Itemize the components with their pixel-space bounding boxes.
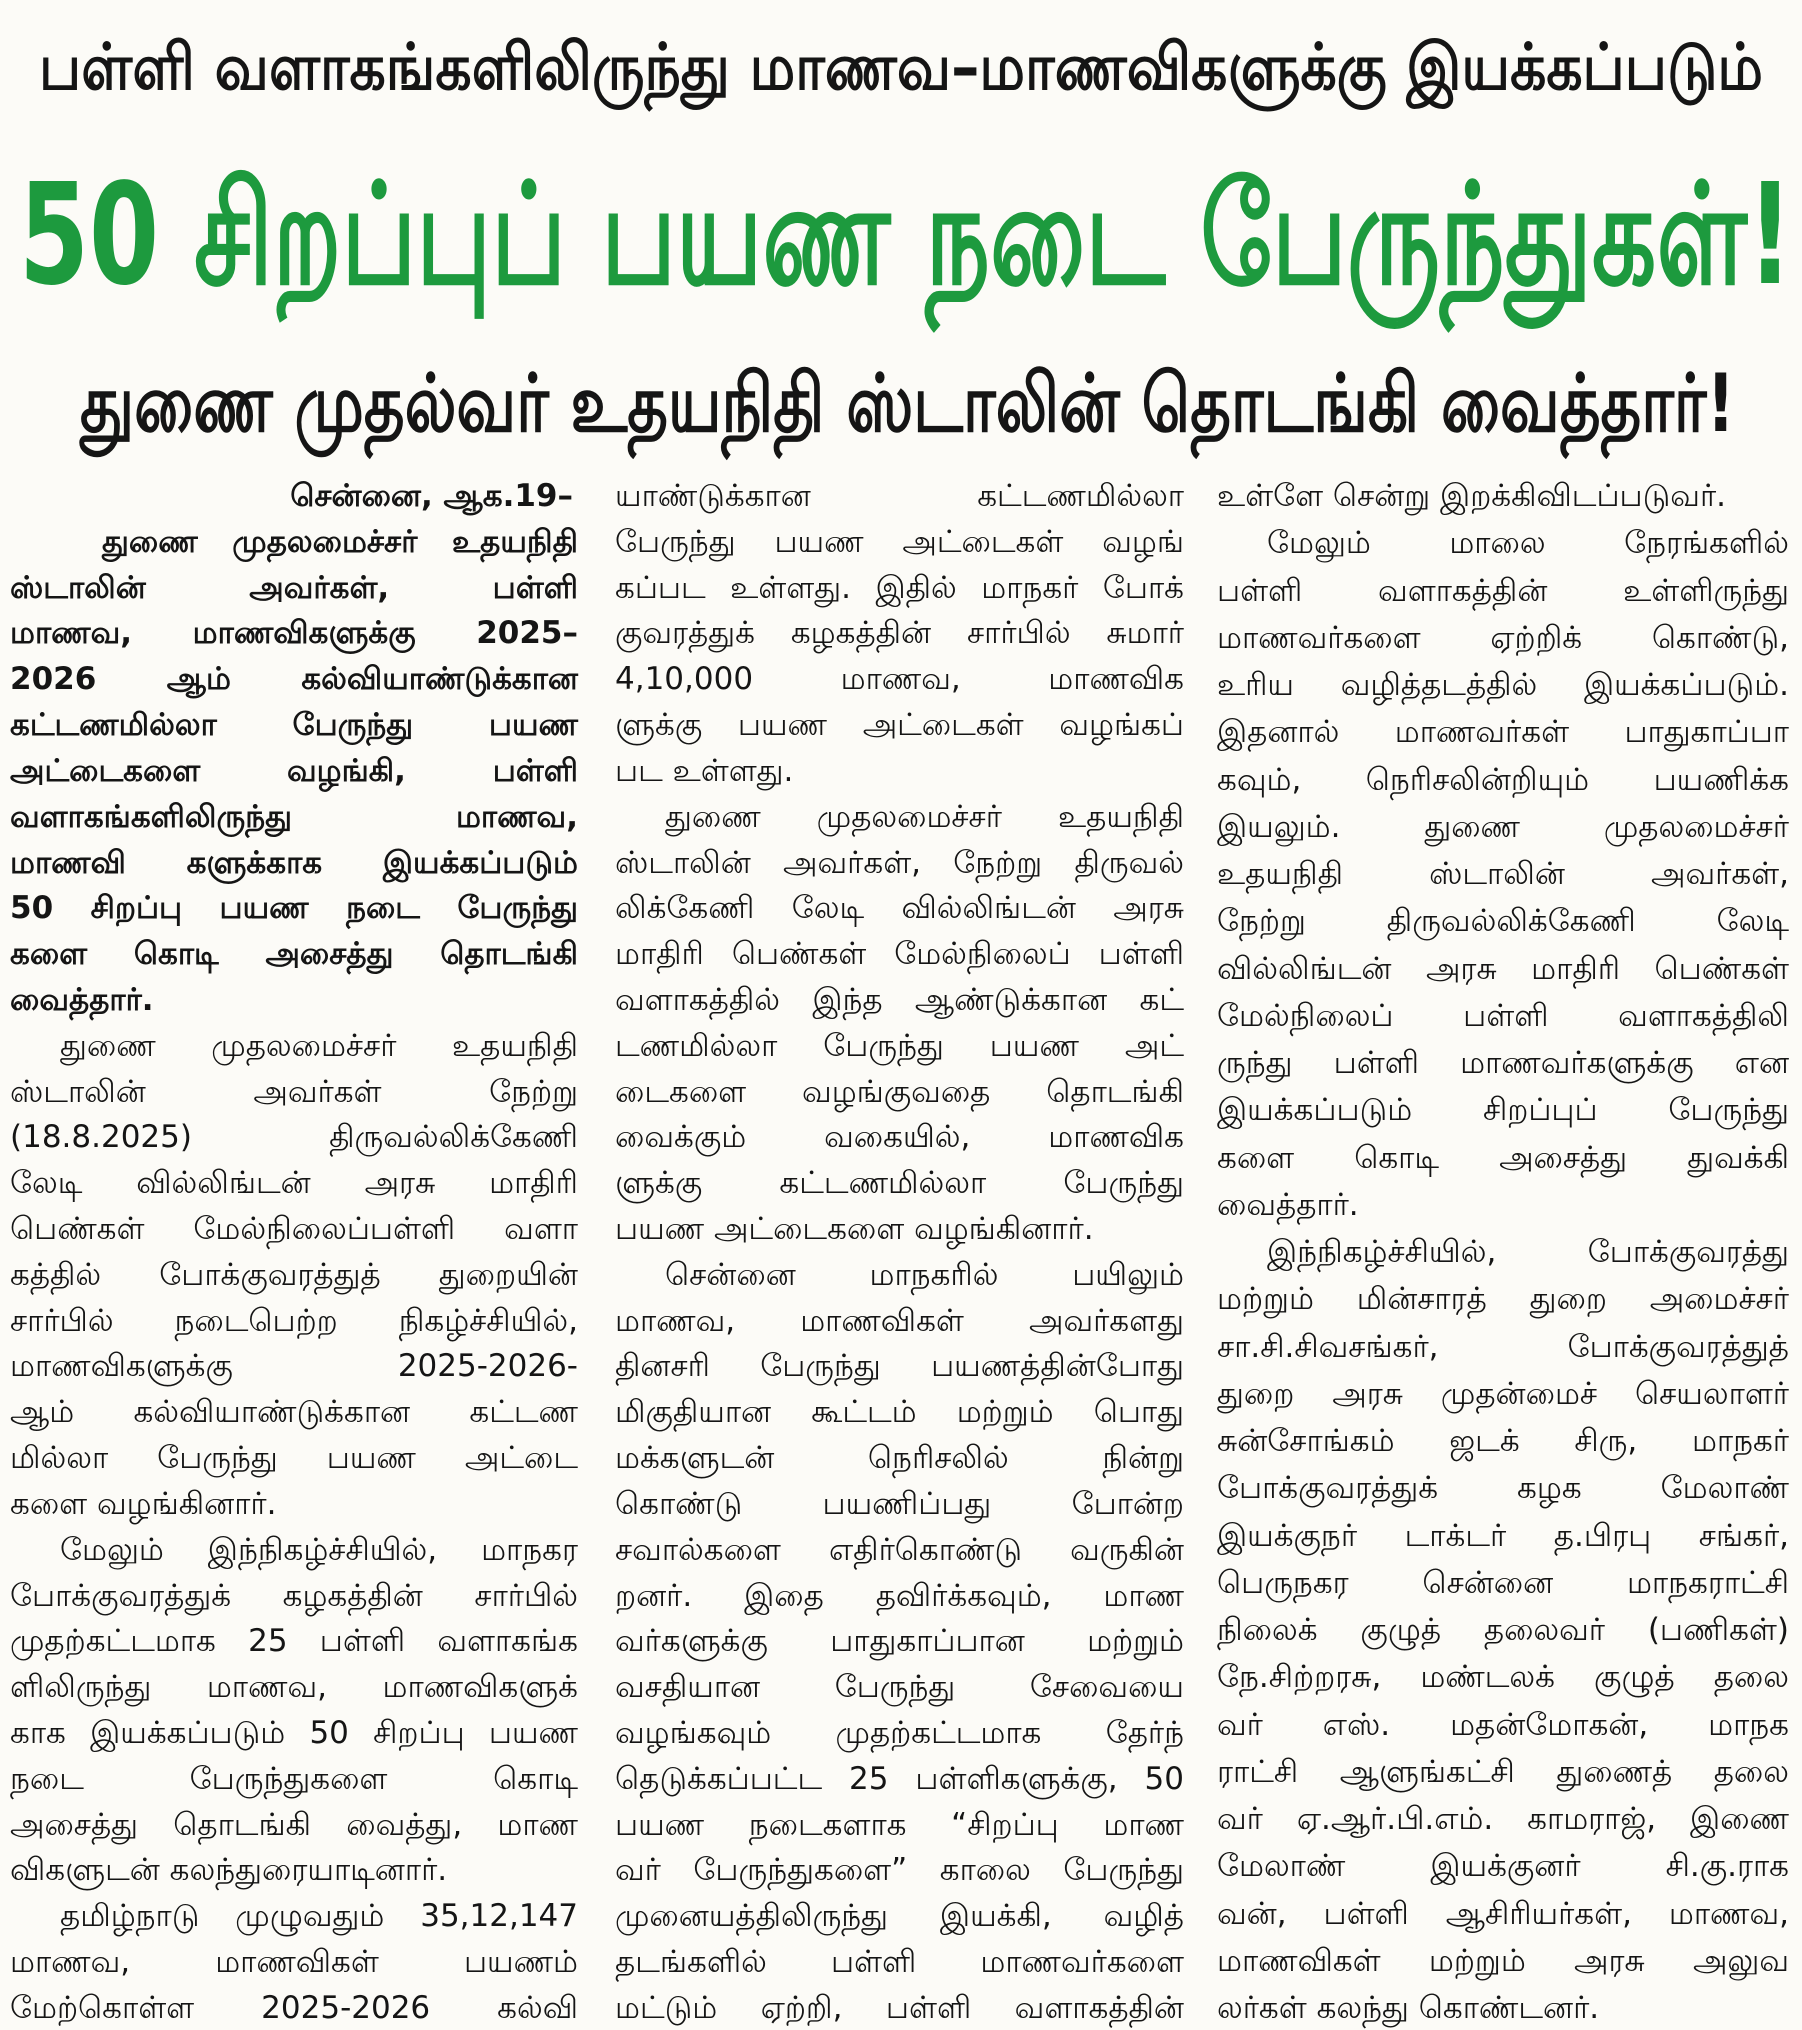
line-text: வைத்தார். xyxy=(1217,1186,1359,1223)
line-text: மில்லா பேருந்து பயண அட்டை xyxy=(10,1440,578,1477)
column-1-line xyxy=(10,1161,579,1205)
column-2-line xyxy=(615,1344,1185,1388)
line-text: இயக்குநர் டாக்டர் த.பிரபு சங்கர், xyxy=(1217,1517,1789,1554)
line-text: இதனால் மாணவர்கள் பாதுகாப்பா xyxy=(1217,714,1789,751)
column-3-line xyxy=(1217,1277,1790,1321)
column-3-line xyxy=(1217,994,1790,1038)
column-3-line xyxy=(1217,1986,1790,2030)
column-2-line xyxy=(615,795,1185,839)
kicker-headline xyxy=(39,18,1763,118)
line-text: வழங்கவும் முதற்கட்டமாக தேர்ந் xyxy=(615,1714,1184,1751)
column-2-line xyxy=(615,611,1185,655)
column-2-line xyxy=(615,566,1185,610)
line-text: ருந்து பள்ளி மாணவர்களுக்கு என xyxy=(1217,1045,1789,1081)
line-text: முனையத்திலிருந்து இயக்கி, வழித் xyxy=(615,1898,1184,1935)
line-text: மாணவிகள் மற்றும் அரசு அலுவ xyxy=(1217,1942,1789,1979)
line-text: கொண்டு பயணிப்பது போன்ற xyxy=(615,1485,1184,1522)
column-2-line xyxy=(615,1528,1185,1572)
line-text: உள்ளே சென்று இறக்கிவிடப்படுவர். xyxy=(1217,478,1727,514)
line-text: போக்குவரத்துக் கழகத்தின் சார்பில் xyxy=(10,1577,578,1614)
column-3-line xyxy=(1217,758,1790,802)
line-text: மாணவ, மாணவிகள் அவர்களது xyxy=(615,1302,1184,1339)
line-text: தமிழ்நாடு முழுவதும் 35,12,147 xyxy=(60,1898,578,1935)
column-1-line xyxy=(10,1757,579,1801)
column-3-line xyxy=(1217,852,1790,896)
column-3-line xyxy=(1217,1561,1790,1605)
column-2-line xyxy=(615,1757,1185,1801)
line-text: மாணவிகளுக்கு 2025-2026- xyxy=(10,1348,578,1385)
line-text: கட்டணமில்லா பேருந்து பயண xyxy=(10,707,578,744)
column-2-line xyxy=(615,1207,1185,1251)
column-2-line xyxy=(615,1986,1185,2030)
dateline xyxy=(10,474,579,518)
line-text: மாணவ, மாணவிகளுக்கு 2025– xyxy=(10,615,578,652)
line-text: போக்குவரத்துக் கழக மேலாண் xyxy=(1217,1470,1789,1507)
line-text: கப்பட உள்ளது. இதில் மாநகர் போக் xyxy=(615,569,1184,606)
line-text: வைத்தார். xyxy=(10,981,154,1018)
line-text: தினசரி பேருந்து பயணத்தின்போது xyxy=(615,1348,1184,1385)
line-text: சென்னை மாநகரில் பயிலும் xyxy=(665,1256,1184,1293)
column-1-line xyxy=(10,1299,579,1343)
column-3-line xyxy=(1217,1797,1790,1841)
article-column-2 xyxy=(615,474,1185,2030)
column-1-line xyxy=(10,1986,579,2030)
line-text: (18.8.2025) திருவல்லிக்கேணி xyxy=(10,1119,578,1156)
column-1-line xyxy=(10,1207,579,1251)
line-text: சுன்சோங்கம் ஜடக் சிரு, மாநகர் xyxy=(1217,1423,1789,1459)
column-2-line xyxy=(615,1253,1185,1297)
column-2-line xyxy=(615,520,1185,564)
line-text: நடை பேருந்துகளை கொடி xyxy=(10,1760,578,1797)
column-1-line xyxy=(10,1940,579,1984)
column-1-line xyxy=(10,1803,579,1847)
line-text: வர் ஏ.ஆர்.பி.எம். காமராஜ், இணை xyxy=(1217,1801,1789,1837)
line-text: பயண அட்டைகளை வழங்கினார். xyxy=(615,1211,1094,1247)
column-2-line xyxy=(615,1665,1185,1709)
line-text: மக்களுடன் நெரிசலில் நின்று xyxy=(615,1440,1184,1477)
line-text: வன், பள்ளி ஆசிரியர்கள், மாணவ, xyxy=(1217,1895,1789,1932)
line-text: இயலும். துணை முதலமைச்சர் xyxy=(1217,808,1789,845)
column-3-line xyxy=(1217,1939,1790,1983)
line-text: அசைத்து தொடங்கி வைத்து, மாண xyxy=(10,1806,578,1843)
column-2-line xyxy=(615,1436,1185,1480)
line-text: சா.சி.சிவசங்கர், போக்குவரத்துத் xyxy=(1217,1328,1789,1365)
column-1-line xyxy=(10,1024,579,1068)
line-text: நே.சிற்றரசு, மண்டலக் குழுத் தலை xyxy=(1217,1659,1789,1696)
line-text: இயக்கப்படும் சிறப்புப் பேருந்து xyxy=(1217,1092,1789,1129)
column-2-line xyxy=(615,1711,1185,1755)
line-text: வர் எஸ். மதன்மோகன், மாநக xyxy=(1217,1706,1789,1743)
column-2-line xyxy=(615,1803,1185,1847)
column-2-line xyxy=(615,1070,1185,1114)
line-text: யாண்டுக்கான கட்டணமில்லா xyxy=(615,478,1184,514)
column-2-line xyxy=(615,978,1185,1022)
column-3-line xyxy=(1217,899,1790,943)
line-text: பட உள்ளது. xyxy=(615,752,794,789)
column-3-line xyxy=(1217,1372,1790,1416)
line-text: 2026 ஆம் கல்வியாண்டுக்கான xyxy=(10,661,578,698)
column-3-line xyxy=(1217,1514,1790,1558)
column-3-line xyxy=(1217,521,1790,565)
line-text: சவால்களை எதிர்கொண்டு வருகின் xyxy=(615,1531,1184,1568)
column-1-line xyxy=(10,1619,579,1663)
line-text: ஸ்டாலின் அவர்கள் நேற்று xyxy=(10,1073,578,1110)
line-text: மாணவி களுக்காக இயக்கப்படும் xyxy=(10,844,578,881)
column-3-line xyxy=(1217,569,1790,613)
line-text: ஆம் கல்வியாண்டுக்கான கட்டண xyxy=(10,1394,578,1431)
column-2-line xyxy=(615,886,1185,930)
column-2-line xyxy=(615,1482,1185,1526)
line-text: சார்பில் நடைபெற்ற நிகழ்ச்சியில், xyxy=(10,1302,578,1339)
column-3-line xyxy=(1217,1892,1790,1936)
line-text: நேற்று திருவல்லிக்கேணி லேடி xyxy=(1217,903,1789,940)
line-text: துணை முதலமைச்சர் உதயநிதி xyxy=(102,523,578,560)
column-1-line xyxy=(10,886,579,930)
column-3-line xyxy=(1217,616,1790,660)
column-1-line xyxy=(10,1894,579,1938)
line-text: ஸ்டாலின் அவர்கள், பள்ளி xyxy=(10,569,578,606)
sub-headline-text: துணை முதல்வர் உதயநிதி ஸ்டாலின் தொடங்கி வைத்தார்! xyxy=(80,357,1735,450)
line-text: வர் பேருந்துகளை” காலை பேருந்து xyxy=(615,1852,1184,1889)
line-text: பெருநகர சென்னை மாநகராட்சி xyxy=(1217,1564,1789,1601)
column-3-line xyxy=(1217,1136,1790,1180)
line-text: மேலும் மாலை நேரங்களில் xyxy=(1267,525,1789,562)
line-text: ளுக்கு பயண அட்டைகள் வழங்கப் xyxy=(615,707,1184,744)
column-2-line xyxy=(615,1390,1185,1434)
line-text: ளுக்கு கட்டணமில்லா பேருந்து xyxy=(615,1165,1184,1202)
column-2-line xyxy=(615,1894,1185,1938)
column-1-line xyxy=(10,611,579,655)
column-1-line xyxy=(10,841,579,885)
line-text: இந்நிகழ்ச்சியில், போக்குவரத்து xyxy=(1267,1234,1789,1270)
line-text: களை கொடி அசைத்து தொடங்கி xyxy=(10,936,578,973)
line-text: மாணவர்களை ஏற்றிக் கொண்டு, xyxy=(1217,619,1789,656)
column-1-line xyxy=(10,932,579,976)
column-3-line xyxy=(1217,805,1790,849)
column-2-line xyxy=(615,1848,1185,1892)
column-1-line xyxy=(10,520,579,564)
main-headline xyxy=(19,148,1793,323)
column-1-line xyxy=(10,1070,579,1114)
article-column-1 xyxy=(10,474,579,2030)
line-text: பள்ளி வளாகத்தின் உள்ளிருந்து xyxy=(1217,572,1789,609)
line-text: முதற்கட்டமாக 25 பள்ளி வளாகங்க xyxy=(10,1623,578,1660)
line-text: லிக்கேணி லேடி வில்லிங்டன் அரசு xyxy=(615,890,1184,927)
line-text: பயண நடைகளாக “சிறப்பு மாண xyxy=(615,1806,1184,1843)
line-text: மிகுதியான கூட்டம் மற்றும் பொது xyxy=(615,1394,1184,1431)
line-text: உதயநிதி ஸ்டாலின் அவர்கள், xyxy=(1217,856,1789,892)
line-text: டைகளை வழங்குவதை தொடங்கி xyxy=(615,1073,1184,1110)
column-2-line xyxy=(615,1940,1185,1984)
column-2-line xyxy=(615,841,1185,885)
line-text: துணை முதலமைச்சர் உதயநிதி xyxy=(665,798,1184,835)
column-3-line xyxy=(1217,474,1790,518)
column-2-line xyxy=(615,703,1185,747)
column-3-line xyxy=(1217,1655,1790,1699)
column-1-line xyxy=(10,1115,579,1159)
line-text: மற்றும் மின்சாரத் துறை அமைச்சர் xyxy=(1217,1281,1789,1318)
line-text: லேடி வில்லிங்டன் அரசு மாதிரி xyxy=(10,1165,578,1202)
column-3-line xyxy=(1217,1466,1790,1510)
line-text: களை கொடி அசைத்து துவக்கி xyxy=(1217,1139,1789,1176)
line-text: லர்கள் கலந்து கொண்டனர். xyxy=(1217,1990,1600,2026)
line-text: வர்களுக்கு பாதுகாப்பான மற்றும் xyxy=(615,1623,1184,1660)
column-3-line xyxy=(1217,1419,1790,1463)
line-text: ஸ்டாலின் அவர்கள், நேற்று திருவல் xyxy=(615,844,1184,881)
column-1-line xyxy=(10,703,579,747)
sub-headline xyxy=(80,356,1735,452)
line-text: கவும், நெரிசலின்றியும் பயணிக்க xyxy=(1217,761,1789,798)
line-text: காக இயக்கப்படும் 50 சிறப்பு பயண xyxy=(10,1714,578,1751)
column-2-line xyxy=(615,1115,1185,1159)
line-text: ளிலிருந்து மாணவ, மாணவிகளுக் xyxy=(10,1669,578,1706)
column-3-line xyxy=(1217,947,1790,991)
column-3-line xyxy=(1217,1230,1790,1274)
column-1-line xyxy=(10,1711,579,1755)
column-1-line xyxy=(10,1344,579,1388)
line-text: விகளுடன் கலந்துரையாடினார். xyxy=(10,1852,448,1889)
line-text: வளாகத்தில் இந்த ஆண்டுக்கான கட் xyxy=(615,981,1184,1018)
column-1-line xyxy=(10,1665,579,1709)
column-1-line xyxy=(10,1848,579,1892)
column-3-line xyxy=(1217,1088,1790,1132)
line-text: உரிய வழித்தடத்தில் இயக்கப்படும். xyxy=(1217,667,1789,703)
line-text: மேலும் இந்நிகழ்ச்சியில், மாநகர xyxy=(60,1531,578,1568)
line-text: கத்தில் போக்குவரத்துத் துறையின் xyxy=(10,1256,578,1293)
column-2-line xyxy=(615,749,1185,793)
article-column-3 xyxy=(1217,474,1790,2030)
dateline-text: சென்னை, ஆக.19– xyxy=(290,478,573,514)
line-text: தெடுக்கப்பட்ட 25 பள்ளிகளுக்கு, 50 xyxy=(615,1760,1184,1797)
column-1-line xyxy=(10,1482,579,1526)
line-text: மாணவ, மாணவிகள் பயணம் xyxy=(10,1944,578,1980)
column-2-line xyxy=(615,1024,1185,1068)
column-3-line xyxy=(1217,1041,1790,1085)
line-text: பேருந்து பயண அட்டைகள் வழங் xyxy=(615,523,1184,560)
column-3-line xyxy=(1217,1183,1790,1227)
column-1-line xyxy=(10,1574,579,1618)
line-text: மாதிரி பெண்கள் மேல்நிலைப் பள்ளி xyxy=(615,936,1184,973)
kicker-headline-text: பள்ளி வளாகங்களிலிருந்து மாணவ–மாணவிகளுக்கு இயக்கப்படும் xyxy=(39,31,1763,105)
line-text: துறை அரசு முதன்மைச் செயலாளர் xyxy=(1217,1375,1789,1412)
line-text: துணை முதலமைச்சர் உதயநிதி xyxy=(60,1027,578,1064)
column-3-line xyxy=(1217,1703,1790,1747)
column-1-line xyxy=(10,1436,579,1480)
line-text: மேலாண் இயக்குனர் சி.கு.ராக xyxy=(1217,1848,1789,1885)
line-text: தடங்களில் பள்ளி மாணவர்களை xyxy=(615,1944,1184,1980)
line-text: பெண்கள் மேல்நிலைப்பள்ளி வளா xyxy=(10,1211,578,1247)
line-text: அட்டைகளை வழங்கி, பள்ளி xyxy=(10,752,578,789)
column-1-line xyxy=(10,657,579,701)
line-text: மேற்கொள்ள 2025-2026 கல்வி xyxy=(10,1989,578,2026)
line-text: வைக்கும் வகையில், மாணவிக xyxy=(615,1119,1184,1156)
column-1-line xyxy=(10,795,579,839)
column-2-line xyxy=(615,474,1185,518)
line-text: றனர். இதை தவிர்க்கவும், மாண xyxy=(615,1577,1184,1614)
column-3-line xyxy=(1217,1750,1790,1794)
line-text: 50 சிறப்பு பயண நடை பேருந்து xyxy=(10,890,578,927)
column-2-line xyxy=(615,1574,1185,1618)
column-2-line xyxy=(615,932,1185,976)
line-text: டணமில்லா பேருந்து பயண அட் xyxy=(615,1027,1184,1064)
column-1-line xyxy=(10,978,579,1022)
column-2-line xyxy=(615,657,1185,701)
column-2-line xyxy=(615,1161,1185,1205)
line-text: வில்லிங்டன் அரசு மாதிரி பெண்கள் xyxy=(1217,950,1789,987)
main-headline-text: 50 சிறப்புப் பயண நடை பேருந்துகள்! xyxy=(19,154,1793,317)
column-1-line xyxy=(10,1253,579,1297)
line-text: குவரத்துக் கழகத்தின் சார்பில் சுமார் xyxy=(615,615,1184,652)
column-1-line xyxy=(10,566,579,610)
line-text: நிலைக் குழுத் தலைவர் (பணிகள்) xyxy=(1217,1612,1789,1648)
column-1-line xyxy=(10,1390,579,1434)
column-3-line xyxy=(1217,663,1790,707)
column-1-line xyxy=(10,749,579,793)
line-text: வளாகங்களிலிருந்து மாணவ, xyxy=(10,798,578,835)
column-2-line xyxy=(615,1299,1185,1343)
column-3-line xyxy=(1217,1844,1790,1888)
line-text: 4,10,000 மாணவ, மாணவிக xyxy=(615,661,1184,698)
line-text: வசதியான பேருந்து சேவையை xyxy=(615,1669,1184,1706)
column-3-line xyxy=(1217,710,1790,754)
column-2-line xyxy=(615,1619,1185,1663)
column-3-line xyxy=(1217,1608,1790,1652)
line-text: மேல்நிலைப் பள்ளி வளாகத்திலி xyxy=(1217,997,1789,1034)
line-text: மட்டும் ஏற்றி, பள்ளி வளாகத்தின் xyxy=(615,1989,1184,2026)
column-3-line xyxy=(1217,1325,1790,1369)
line-text: ராட்சி ஆளுங்கட்சி துணைத் தலை xyxy=(1217,1753,1789,1790)
line-text: களை வழங்கினார். xyxy=(10,1485,277,1522)
column-1-line xyxy=(10,1528,579,1572)
